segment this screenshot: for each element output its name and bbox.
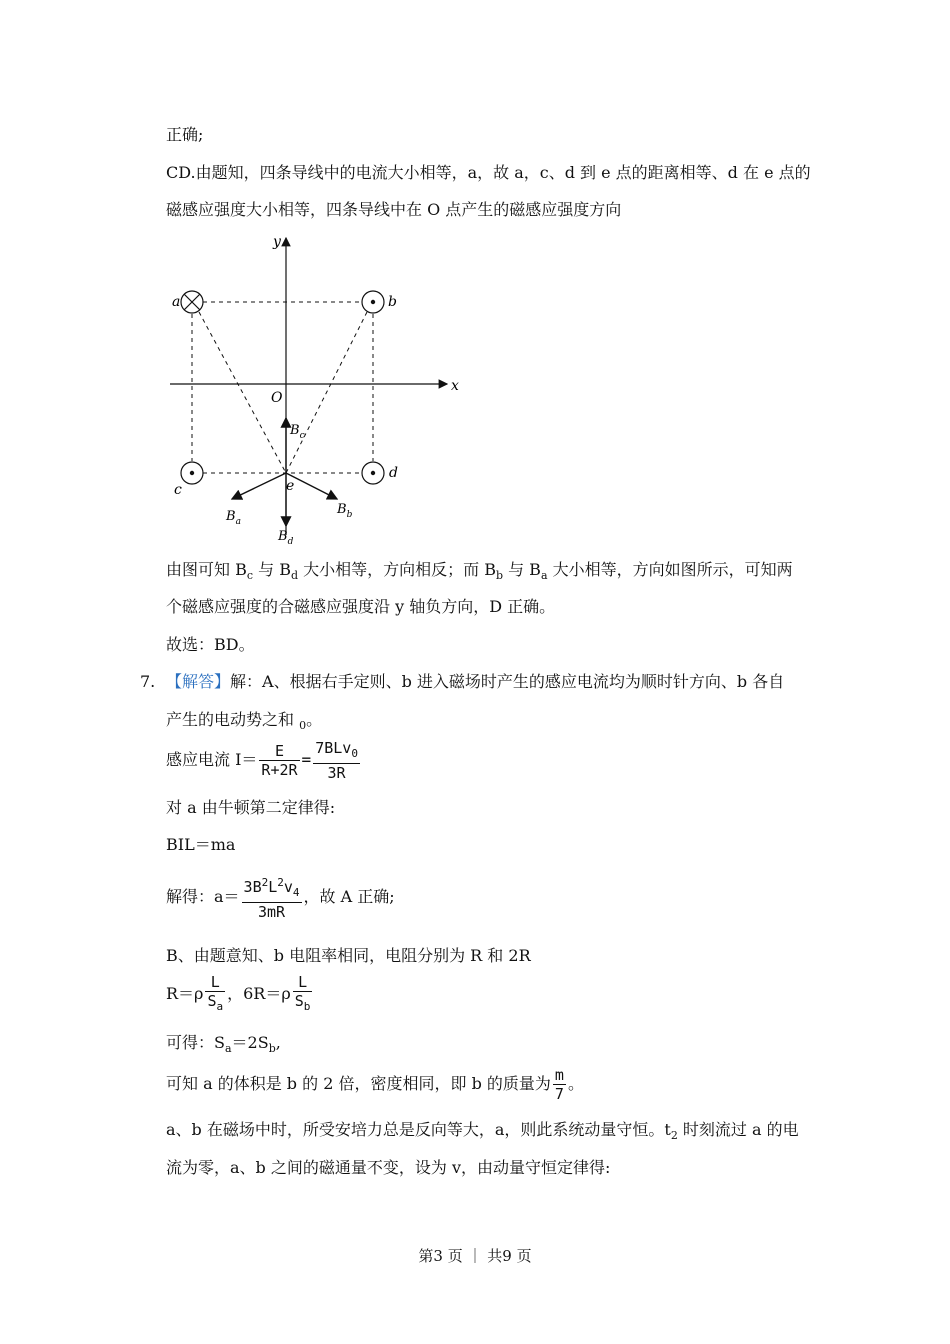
answer-line-1: 【解答】解：A、根据右手定则、b 进入磁场时产生的感应电流均为顺时针方向、b 各自 [166,672,785,691]
label-b: b [388,294,397,310]
para-line-15: 可得：$S_a=2S_b$, [166,1033,281,1056]
para-line-3: 磁感应强度大小相等，四条导线中在 O 点产生的磁感应强度方向 [166,200,622,219]
x-axis-label: x [451,378,459,394]
resistance-formula: R＝ρ $\frac{L}{S_a}$ ，6R＝ρ $\frac{L}{S_b}$ [166,973,311,1013]
vector-ba [232,473,286,499]
page-footer: 第3 页 ｜ 共9 页 [418,1247,532,1265]
label-c: c [174,482,182,498]
wire-a-into-page [181,291,203,313]
para-line-13: B、由题意知、b 电阻率相同，电阻分别为 R 和 2R [166,946,531,965]
label-bc: $B_c$ [290,423,305,441]
para-line-6: 故选：BD。 [166,635,255,654]
origin-label: O [271,390,283,406]
label-d: d [389,465,398,481]
label-e: e [286,478,295,494]
para-line-2: CD.由题知，四条导线中的电流大小相等，a，故 a，c、d 到 e 点的距离相等、d 在 e 点的 [166,163,811,182]
label-bd: $B_d$ [278,529,294,547]
para-line-1: 正确; [166,125,204,144]
y-axis-label: y [273,234,281,250]
para-line-17: a、b 在磁场中时，所受安培力总是反向等大，a，则此系统动量守恒。$t_2$ 时刻流过 a 的电 [166,1120,799,1143]
para-line-5: 个磁感应强度的合磁感应强度沿 y 轴负方向，D 正确。 [166,597,556,616]
magnetic-field-diagram [165,230,465,550]
answer-line-2: 产生的电动势之和 $_0$。 [166,710,323,733]
label-bb: $B_b$ [337,502,353,520]
wire-c-out-of-page [181,462,203,484]
acceleration-formula: 解得：a＝ $\frac{3B^2L^2v_4}{3mR}$ ，故 A 正确; [166,876,395,921]
label-a: a [172,294,181,310]
para-line-4: 由图可知 $B_c$ 与 $B_d$ 大小相等，方向相反；而 $B_b$ 与 $B_a$ 大小相等，方向如图所示，可知两 [166,560,793,583]
question-number: 7. [140,672,156,691]
wire-d-out-of-page [362,462,384,484]
label-ba: $B_a$ [226,509,241,527]
wire-b-out-of-page [362,291,384,313]
current-formula: 感应电流 I＝ $\frac{E}{R+2R}$ = $\frac{7BLv_0}{3R}$ [166,739,358,782]
para-line-11: BIL＝ma [166,835,236,854]
para-line-18: 流为零，a、b 之间的磁通量不变，设为 v，由动量守恒定律得: [166,1158,611,1177]
answer-tag: 【解答】 [166,672,231,691]
para-line-10: 对 a 由牛顿第二定律得: [166,798,336,817]
mass-formula: 可知 a 的体积是 b 的 2 倍，密度相同，即 b 的质量为 $\frac{m}{7}$ 。 [166,1066,584,1103]
